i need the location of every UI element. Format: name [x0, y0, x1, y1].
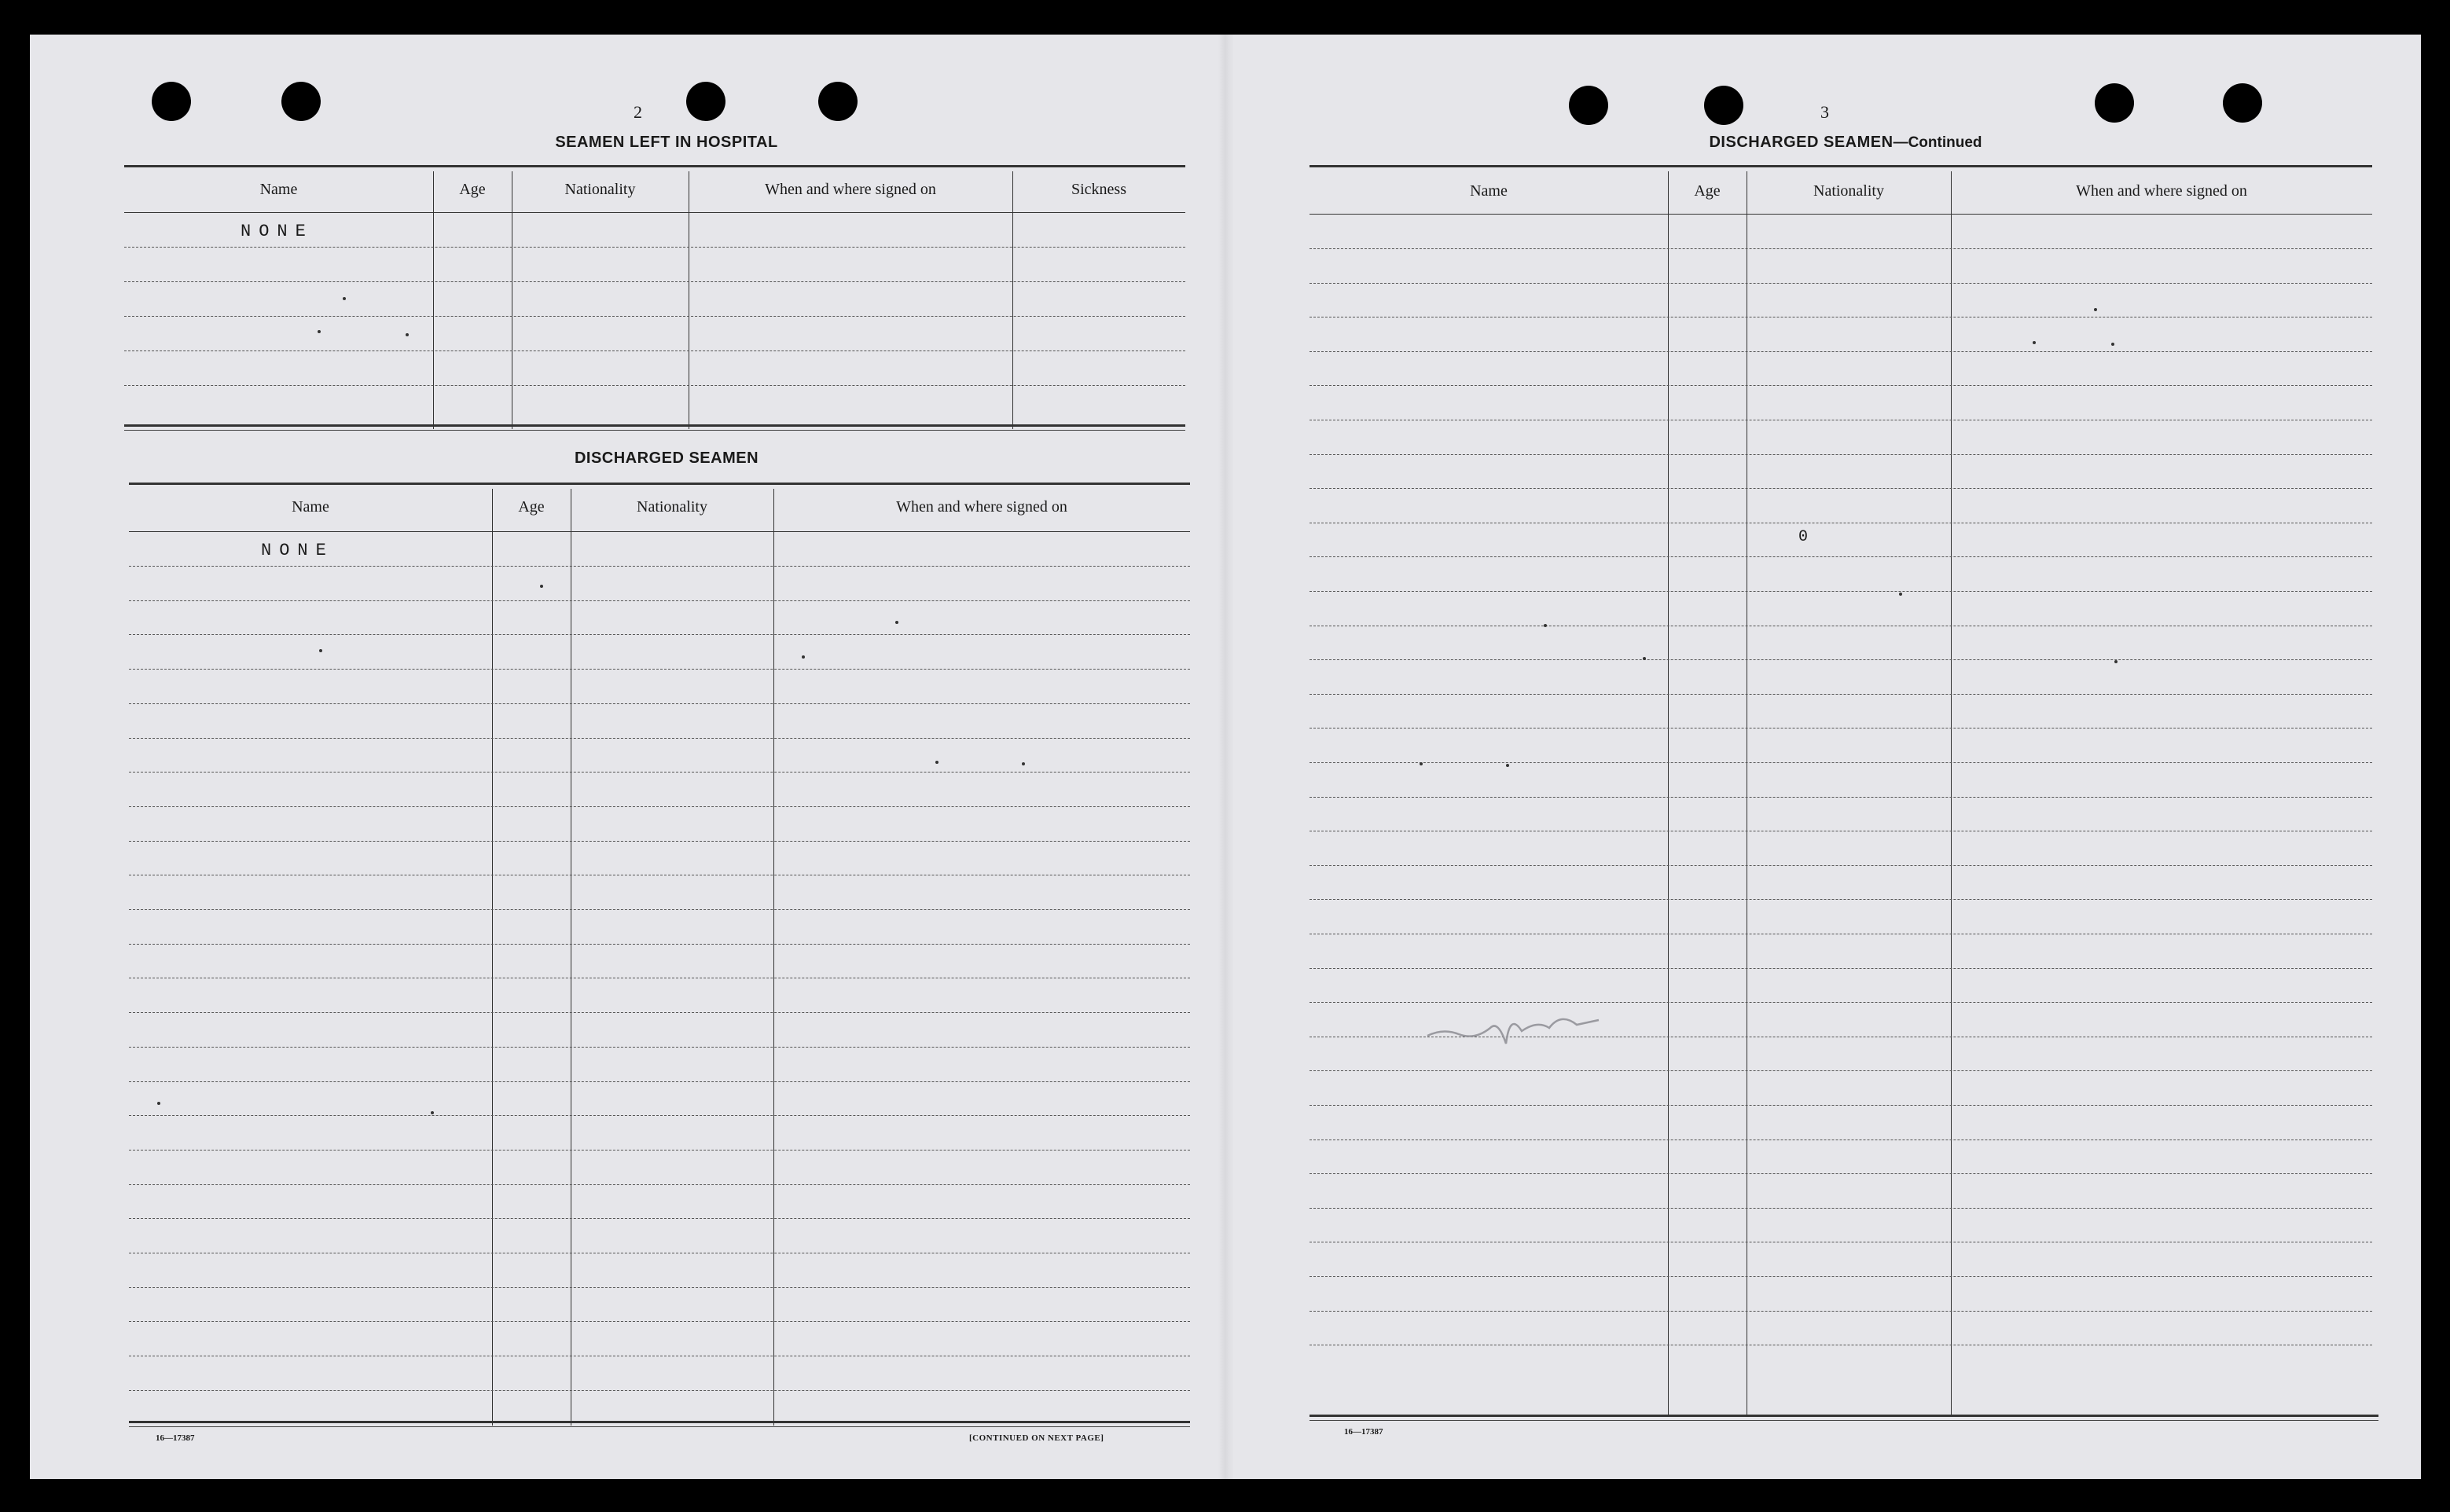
punch-hole [1569, 86, 1608, 125]
discharged-entry: NONE [261, 541, 334, 560]
speck [1544, 624, 1547, 627]
table-row [129, 600, 1190, 601]
table-row [124, 247, 1185, 248]
column-header-nationality: Nationality [1813, 182, 1884, 200]
punch-hole [2095, 83, 2134, 123]
punch-hole [2223, 83, 2262, 123]
table-row [129, 1012, 1190, 1013]
column-header-age: Age [1694, 182, 1721, 200]
speck [540, 585, 543, 588]
table-row [129, 944, 1190, 945]
rule [129, 483, 1190, 485]
table-row [1309, 351, 2372, 352]
table-row [124, 316, 1185, 317]
table-row [129, 1184, 1190, 1185]
punch-hole [686, 82, 725, 121]
rule [129, 1421, 1190, 1423]
table-row [1309, 899, 2372, 900]
table-row [1309, 1276, 2372, 1277]
column-header-name: Name [259, 181, 298, 198]
table-row [1309, 694, 2372, 695]
hospital-section-title: SEAMEN LEFT IN HOSPITAL [555, 134, 778, 151]
table-row [1309, 1311, 2372, 1312]
form-number-right: 16—17387 [1344, 1427, 1383, 1437]
speck [1899, 593, 1902, 596]
table-row [1309, 385, 2372, 386]
table-row [129, 703, 1190, 704]
table-row [129, 1321, 1190, 1322]
table-row [129, 738, 1190, 739]
table-row [124, 385, 1185, 386]
table-row [1309, 968, 2372, 969]
speck [318, 330, 321, 333]
speck [895, 621, 898, 624]
table-row [1309, 1105, 2372, 1106]
speck [1643, 657, 1646, 660]
table-row [1309, 1070, 2372, 1071]
table-row [129, 669, 1190, 670]
column-header-age: Age [518, 498, 545, 516]
column-header-age: Age [459, 181, 486, 198]
column-header-signed-on: When and where signed on [896, 498, 1067, 516]
column-header-nationality: Nationality [564, 181, 636, 198]
column-header-signed-on: When and where signed on [765, 181, 936, 198]
hospital-table [124, 171, 1185, 429]
table-row [129, 806, 1190, 807]
rule [129, 1426, 1190, 1427]
table-row [124, 350, 1185, 351]
speck [802, 655, 805, 659]
speck [2094, 308, 2097, 311]
table-row [129, 1287, 1190, 1288]
continued-suffix: —Continued [1893, 134, 1982, 151]
speck [2114, 660, 2118, 663]
column-header-name: Name [1470, 182, 1508, 200]
table-row [1309, 659, 2372, 660]
table-row [129, 1218, 1190, 1219]
speck [1420, 762, 1423, 765]
speck [406, 333, 409, 336]
rule [124, 430, 1185, 431]
punch-hole [1704, 86, 1743, 125]
discharged-continued-table [1309, 171, 2372, 1416]
speck [2033, 341, 2036, 344]
table-row [129, 1047, 1190, 1048]
rule [1309, 1420, 2378, 1421]
table-row [1309, 556, 2372, 557]
table-row [129, 772, 1190, 773]
table-row [1309, 488, 2372, 489]
table-row [129, 909, 1190, 910]
discharged-section-title: DISCHARGED SEAMEN [574, 450, 759, 467]
table-row [1309, 248, 2372, 249]
document-sheet [30, 35, 2421, 1479]
table-row [1309, 283, 2372, 284]
hospital-entry: NONE [241, 222, 314, 241]
punch-hole [152, 82, 191, 121]
table-row [1309, 1208, 2372, 1209]
table-row [1309, 454, 2372, 455]
center-fold [1218, 35, 1234, 1479]
rule [1309, 1415, 2378, 1417]
speck [1022, 762, 1025, 765]
form-number-left: 16—17387 [156, 1433, 195, 1443]
table-row [129, 566, 1190, 567]
table-row [124, 281, 1185, 282]
discharged-title: DISCHARGED SEAMEN [1709, 134, 1894, 151]
speck [1506, 764, 1509, 767]
continued-note: [CONTINUED ON NEXT PAGE] [969, 1433, 1104, 1443]
punch-hole [281, 82, 321, 121]
column-header-sickness: Sickness [1071, 181, 1126, 198]
column-header-signed-on: When and where signed on [2076, 182, 2247, 200]
column-header-nationality: Nationality [637, 498, 707, 516]
table-row [1309, 865, 2372, 866]
speck [343, 297, 346, 300]
table-row [1309, 591, 2372, 592]
table-row [129, 1115, 1190, 1116]
speck [157, 1102, 160, 1105]
table-row [129, 1150, 1190, 1151]
punch-hole [818, 82, 858, 121]
discharged-continued-title [1594, 134, 2097, 152]
discharged-table [129, 489, 1190, 1426]
rule [124, 424, 1185, 427]
speck [319, 649, 322, 652]
speck [2111, 343, 2114, 346]
speck [935, 761, 938, 764]
table-row [1309, 797, 2372, 798]
handwritten-scribble [1420, 996, 1608, 1059]
table-row [129, 841, 1190, 842]
page-number-left: 2 [634, 102, 642, 122]
rule [1309, 165, 2372, 167]
speck [431, 1111, 434, 1114]
stray-mark: 0 [1798, 528, 1809, 546]
column-header-name: Name [292, 498, 329, 516]
table-row [129, 1390, 1190, 1391]
rule [124, 165, 1185, 167]
table-row [129, 1081, 1190, 1082]
table-row [1309, 1173, 2372, 1174]
table-row [1309, 762, 2372, 763]
page-number-right: 3 [1820, 102, 1829, 122]
table-row [129, 634, 1190, 635]
